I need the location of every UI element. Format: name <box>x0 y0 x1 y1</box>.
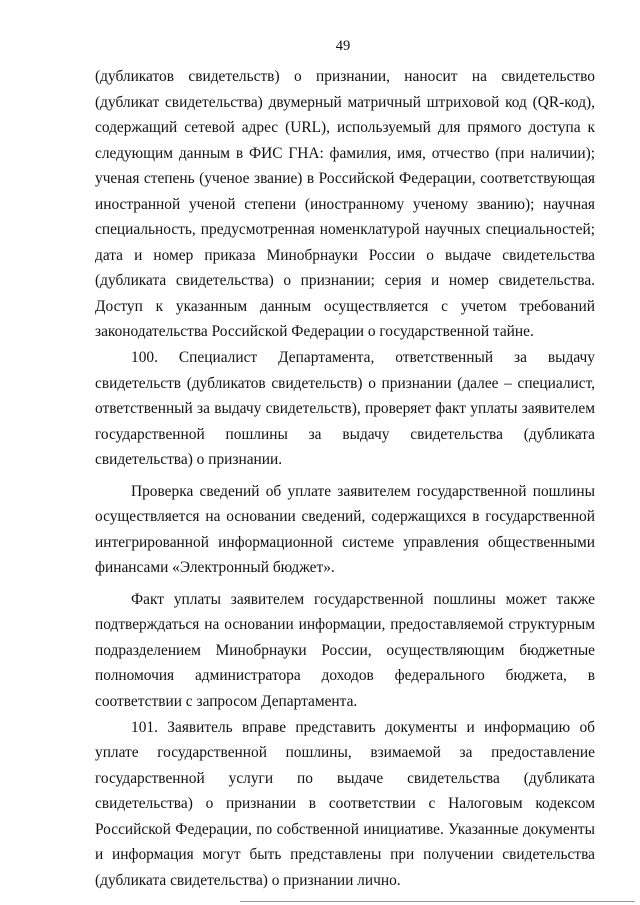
paragraph-qr-code: (дубликатов свидетельств) о признании, наносит на свидетельство (дубликат свидетельства) двумерный матричный штриховой код (QR-код), содержащий сетевой адрес (URL), используемый для прямого доступа к следующим данным в ФИС ГНА: фамилия, имя, отчество (при наличии); ученая степень (ученое звание) в Российской Федерации, соответствующая иностранной ученой степени (иностранному ученому званию); научная специальность, предусмотренная номенклатурой научных специальностей; дата и номер приказа Минобрнауки России о выдаче свидетельства (дубликата свидетельства) о признании; серия и номер свидетельства. Доступ к указанным данным осуществляется с учетом требований законодательства Российской Федерации о государственной тайне. <box>95 68 595 340</box>
paragraph-fee-verification: Проверка сведений об уплате заявителем государственной пошлины осуществляется на основании сведений, содержащихся в государственной интегрированной информационной системе управления общественными финансами «Электронный бюджет». <box>95 482 595 576</box>
paragraph-clause-100: 100. Специалист Департамента, ответственный за выдачу свидетельств (дубликатов свидетельств) о признании (далее – специалист, ответственный за выдачу свидетельств), проверяет факт уплаты заявителем государственной пошлины за выдачу свидетельства (дубликата свидетельства) о признании. <box>95 349 595 468</box>
page-number: 49 <box>335 38 351 54</box>
document-body <box>95 64 595 893</box>
scan-edge-line <box>240 901 635 902</box>
paragraph-fee-confirmation: Факт уплаты заявителем государственной пошлины может также подтверждаться на основании информации, предоставляемой структурным подразделением Минобрнауки России, осуществляющим бюджетные полномочия администратора доходов федерального бюджета, в соответствии с запросом Департамента. <box>95 590 595 710</box>
paragraph-clause-101: 101. Заявитель вправе представить документы и информацию об уплате государственной пошлины, взимаемой за предоставление государственной услуги по выдаче свидетельства (дубликата свидетельства) о признании в соответствии с Налоговым кодексом Российской Федерации, по собственной инициативе. Указанные документы и информация могут быть представлены при получении свидетельства (дубликата свидетельства) о признании лично. <box>95 718 595 889</box>
